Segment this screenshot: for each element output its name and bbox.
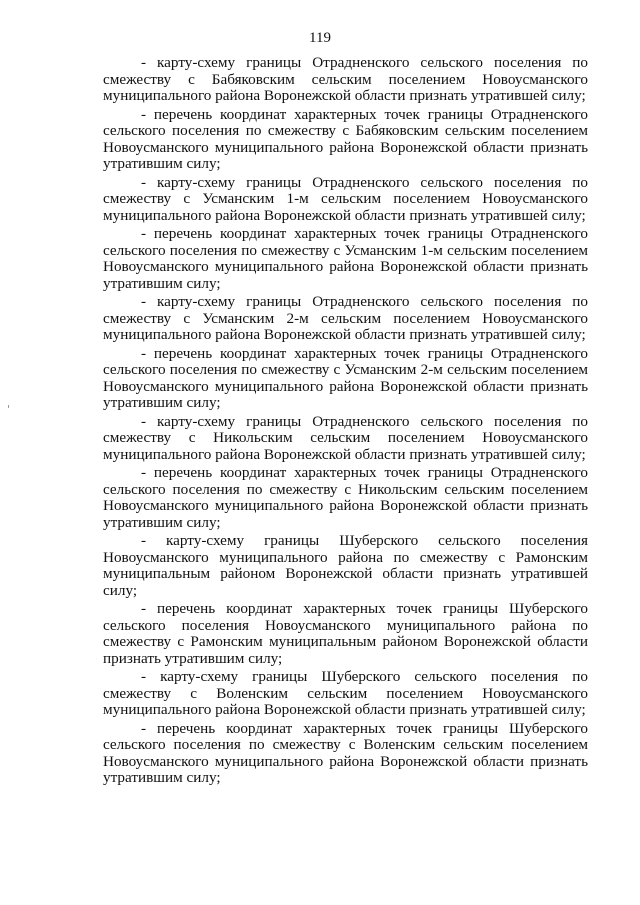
paragraph: - перечень координат характерных точек границы Шуберского сельского поселения Новоусманского муниципального района по смежеству с Рамонским муниципальным районом Воронежской области признать утратившим силу; — [103, 600, 588, 667]
paragraph: - карту-схему границы Отрадненского сельского поселения по смежеству с Бабяковским сельским поселением Новоусманского муниципального района Воронежской области признать утратившей силу; — [103, 54, 588, 104]
document-body — [103, 55, 588, 789]
paragraph: - карту-схему границы Шуберского сельского поселения по смежеству с Воленским сельским поселением Новоусманского муниципального района Воронежской области признать утратившей силу; — [103, 668, 588, 718]
paragraph: - карту-схему границы Отрадненского сельского поселения по смежеству с Усманским 2-м сельским поселением Новоусманского муниципального района Воронежской области признать утратившей силу; — [103, 293, 588, 343]
paragraph: - карту-схему границы Шуберского сельского поселения Новоусманского муниципального района по смежеству с Рамонским муниципальным районом Воронежской области признать утратившей силу; — [103, 532, 588, 599]
page-number: 119 — [309, 30, 331, 46]
paragraph: - перечень координат характерных точек границы Шуберского сельского поселения по смежеству с Воленским сельским поселением Новоусманского муниципального района Воронежской области признать утратившим силу; — [103, 719, 588, 786]
paragraph: - карту-схему границы Отрадненского сельского поселения по смежеству с Усманским 1-м сельским поселением Новоусманского муниципального района Воронежской области признать утратившей силу; — [103, 173, 588, 224]
paragraph: - перечень координат характерных точек границы Отрадненского сельского поселения по смежеству с Усманским 1-м сельским поселением Новоусманского муниципального района Воронежской области признать утратившим силу; — [103, 225, 588, 292]
paragraph: - перечень координат характерных точек границы Отрадненского сельского поселения по смежеству с Бабяковским сельским поселением Новоусманского муниципального района Воронежской области признать утратившим силу; — [103, 105, 588, 172]
paragraph: - перечень координат характерных точек границы Отрадненского сельского поселения по смежеству с Никольским сельским поселением Новоусманского муниципального района Воронежской области признать утратившим силу; — [103, 464, 588, 531]
paragraph: - карту-схему границы Отрадненского сельского поселения по смежеству с Никольским сельским поселением Новоусманского муниципального района Воронежской области признать утратившей силу; — [103, 412, 588, 463]
paragraph: - перечень координат характерных точек границы Отрадненского сельского поселения по смежеству с Усманским 2-м сельским поселением Новоусманского муниципального района Воронежской области признать утратившим силу; — [103, 344, 588, 411]
margin-scan-mark — [8, 405, 9, 408]
